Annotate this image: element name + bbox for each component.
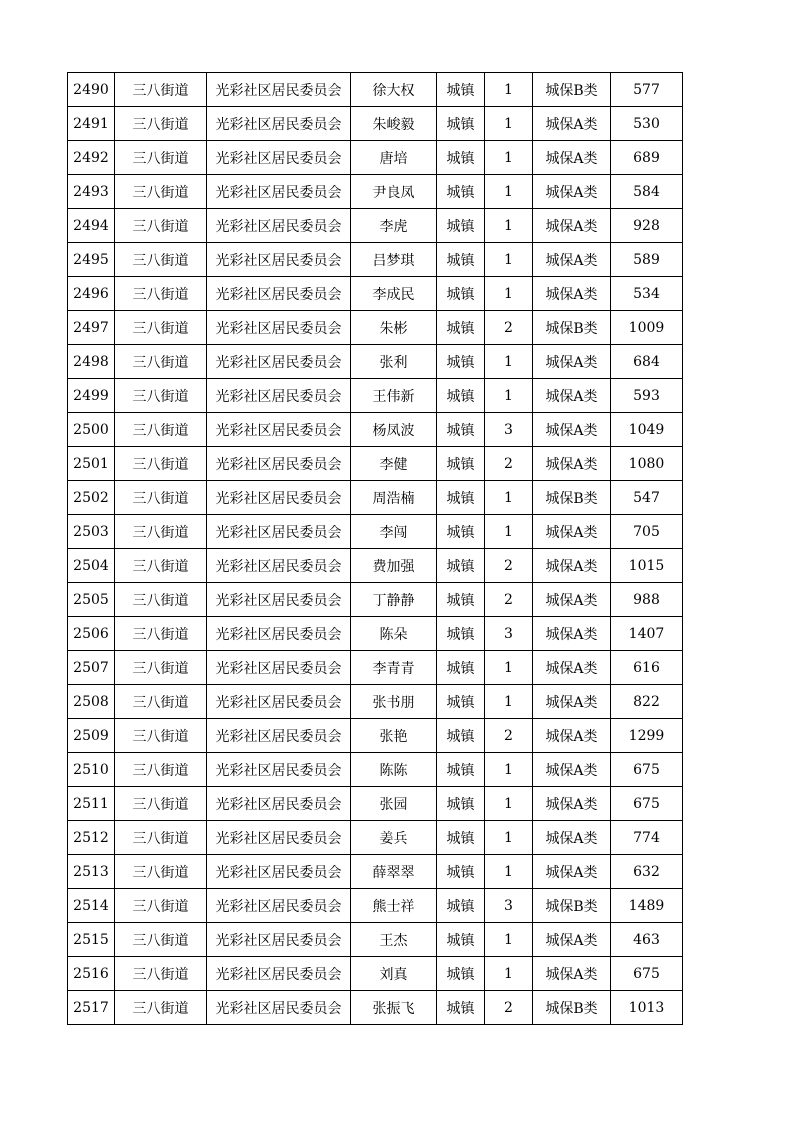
name-cell: 朱峻毅 xyxy=(351,107,437,141)
amount-cell: 589 xyxy=(611,243,683,277)
table-row xyxy=(68,821,683,855)
street-cell: 三八街道 xyxy=(115,481,207,515)
household-size-cell: 2 xyxy=(485,549,533,583)
street-cell: 三八街道 xyxy=(115,821,207,855)
community-cell: 光彩社区居民委员会 xyxy=(207,549,351,583)
table-row xyxy=(68,481,683,515)
amount-cell: 675 xyxy=(611,957,683,991)
category-cell: 城保B类 xyxy=(533,73,611,107)
street-cell: 三八街道 xyxy=(115,209,207,243)
row-number-cell: 2513 xyxy=(68,855,115,889)
row-number-cell: 2502 xyxy=(68,481,115,515)
amount-cell: 689 xyxy=(611,141,683,175)
row-number-cell: 2516 xyxy=(68,957,115,991)
row-number-cell: 2498 xyxy=(68,345,115,379)
area-type-cell: 城镇 xyxy=(437,277,485,311)
category-cell: 城保A类 xyxy=(533,753,611,787)
community-cell: 光彩社区居民委员会 xyxy=(207,107,351,141)
category-cell: 城保A类 xyxy=(533,957,611,991)
area-type-cell: 城镇 xyxy=(437,209,485,243)
table-row xyxy=(68,107,683,141)
area-type-cell: 城镇 xyxy=(437,753,485,787)
table-row xyxy=(68,379,683,413)
name-cell: 张书朋 xyxy=(351,685,437,719)
amount-cell: 705 xyxy=(611,515,683,549)
category-cell: 城保A类 xyxy=(533,379,611,413)
amount-cell: 822 xyxy=(611,685,683,719)
name-cell: 唐培 xyxy=(351,141,437,175)
name-cell: 吕梦琪 xyxy=(351,243,437,277)
area-type-cell: 城镇 xyxy=(437,957,485,991)
table-row xyxy=(68,345,683,379)
name-cell: 王伟新 xyxy=(351,379,437,413)
street-cell: 三八街道 xyxy=(115,685,207,719)
community-cell: 光彩社区居民委员会 xyxy=(207,243,351,277)
table-row xyxy=(68,957,683,991)
amount-cell: 547 xyxy=(611,481,683,515)
street-cell: 三八街道 xyxy=(115,957,207,991)
table-row xyxy=(68,991,683,1025)
street-cell: 三八街道 xyxy=(115,141,207,175)
amount-cell: 1080 xyxy=(611,447,683,481)
row-number-cell: 2512 xyxy=(68,821,115,855)
area-type-cell: 城镇 xyxy=(437,345,485,379)
table-row xyxy=(68,719,683,753)
street-cell: 三八街道 xyxy=(115,107,207,141)
street-cell: 三八街道 xyxy=(115,651,207,685)
area-type-cell: 城镇 xyxy=(437,549,485,583)
area-type-cell: 城镇 xyxy=(437,243,485,277)
household-size-cell: 1 xyxy=(485,209,533,243)
name-cell: 李闯 xyxy=(351,515,437,549)
street-cell: 三八街道 xyxy=(115,617,207,651)
table-row xyxy=(68,855,683,889)
row-number-cell: 2503 xyxy=(68,515,115,549)
street-cell: 三八街道 xyxy=(115,73,207,107)
community-cell: 光彩社区居民委员会 xyxy=(207,141,351,175)
row-number-cell: 2507 xyxy=(68,651,115,685)
household-size-cell: 1 xyxy=(485,175,533,209)
table-row xyxy=(68,243,683,277)
household-size-cell: 1 xyxy=(485,73,533,107)
category-cell: 城保B类 xyxy=(533,311,611,345)
household-size-cell: 1 xyxy=(485,753,533,787)
row-number-cell: 2511 xyxy=(68,787,115,821)
household-size-cell: 3 xyxy=(485,413,533,447)
row-number-cell: 2509 xyxy=(68,719,115,753)
household-size-cell: 1 xyxy=(485,651,533,685)
amount-cell: 577 xyxy=(611,73,683,107)
name-cell: 尹良凤 xyxy=(351,175,437,209)
amount-cell: 530 xyxy=(611,107,683,141)
community-cell: 光彩社区居民委员会 xyxy=(207,379,351,413)
community-cell: 光彩社区居民委员会 xyxy=(207,617,351,651)
community-cell: 光彩社区居民委员会 xyxy=(207,413,351,447)
street-cell: 三八街道 xyxy=(115,855,207,889)
community-cell: 光彩社区居民委员会 xyxy=(207,923,351,957)
community-cell: 光彩社区居民委员会 xyxy=(207,719,351,753)
household-size-cell: 1 xyxy=(485,923,533,957)
street-cell: 三八街道 xyxy=(115,243,207,277)
household-size-cell: 1 xyxy=(485,141,533,175)
community-cell: 光彩社区居民委员会 xyxy=(207,583,351,617)
area-type-cell: 城镇 xyxy=(437,889,485,923)
row-number-cell: 2504 xyxy=(68,549,115,583)
category-cell: 城保A类 xyxy=(533,515,611,549)
area-type-cell: 城镇 xyxy=(437,583,485,617)
amount-cell: 616 xyxy=(611,651,683,685)
area-type-cell: 城镇 xyxy=(437,617,485,651)
table-row xyxy=(68,209,683,243)
row-number-cell: 2493 xyxy=(68,175,115,209)
area-type-cell: 城镇 xyxy=(437,685,485,719)
name-cell: 杨凤波 xyxy=(351,413,437,447)
row-number-cell: 2496 xyxy=(68,277,115,311)
household-size-cell: 1 xyxy=(485,481,533,515)
amount-cell: 534 xyxy=(611,277,683,311)
table-row xyxy=(68,685,683,719)
category-cell: 城保A类 xyxy=(533,209,611,243)
category-cell: 城保A类 xyxy=(533,141,611,175)
community-cell: 光彩社区居民委员会 xyxy=(207,73,351,107)
amount-cell: 1049 xyxy=(611,413,683,447)
amount-cell: 593 xyxy=(611,379,683,413)
household-size-cell: 2 xyxy=(485,991,533,1025)
name-cell: 张振飞 xyxy=(351,991,437,1025)
amount-cell: 584 xyxy=(611,175,683,209)
name-cell: 陈陈 xyxy=(351,753,437,787)
category-cell: 城保A类 xyxy=(533,413,611,447)
name-cell: 李虎 xyxy=(351,209,437,243)
table-row xyxy=(68,73,683,107)
table-row xyxy=(68,889,683,923)
category-cell: 城保A类 xyxy=(533,447,611,481)
street-cell: 三八街道 xyxy=(115,311,207,345)
community-cell: 光彩社区居民委员会 xyxy=(207,447,351,481)
household-size-cell: 2 xyxy=(485,583,533,617)
table-row xyxy=(68,447,683,481)
name-cell: 李成民 xyxy=(351,277,437,311)
household-size-cell: 1 xyxy=(485,855,533,889)
category-cell: 城保A类 xyxy=(533,583,611,617)
table-row xyxy=(68,753,683,787)
street-cell: 三八街道 xyxy=(115,379,207,413)
category-cell: 城保A类 xyxy=(533,617,611,651)
category-cell: 城保A类 xyxy=(533,923,611,957)
street-cell: 三八街道 xyxy=(115,549,207,583)
amount-cell: 1407 xyxy=(611,617,683,651)
amount-cell: 1015 xyxy=(611,549,683,583)
table-row xyxy=(68,413,683,447)
household-size-cell: 1 xyxy=(485,107,533,141)
amount-cell: 675 xyxy=(611,787,683,821)
community-cell: 光彩社区居民委员会 xyxy=(207,753,351,787)
table-row xyxy=(68,515,683,549)
community-cell: 光彩社区居民委员会 xyxy=(207,651,351,685)
row-number-cell: 2499 xyxy=(68,379,115,413)
row-number-cell: 2497 xyxy=(68,311,115,345)
name-cell: 张艳 xyxy=(351,719,437,753)
row-number-cell: 2514 xyxy=(68,889,115,923)
street-cell: 三八街道 xyxy=(115,923,207,957)
category-cell: 城保A类 xyxy=(533,243,611,277)
amount-cell: 1489 xyxy=(611,889,683,923)
street-cell: 三八街道 xyxy=(115,345,207,379)
category-cell: 城保A类 xyxy=(533,855,611,889)
community-cell: 光彩社区居民委员会 xyxy=(207,991,351,1025)
street-cell: 三八街道 xyxy=(115,753,207,787)
household-size-cell: 3 xyxy=(485,889,533,923)
community-cell: 光彩社区居民委员会 xyxy=(207,787,351,821)
street-cell: 三八街道 xyxy=(115,515,207,549)
row-number-cell: 2492 xyxy=(68,141,115,175)
name-cell: 薛翠翠 xyxy=(351,855,437,889)
name-cell: 陈朵 xyxy=(351,617,437,651)
area-type-cell: 城镇 xyxy=(437,379,485,413)
community-cell: 光彩社区居民委员会 xyxy=(207,175,351,209)
row-number-cell: 2515 xyxy=(68,923,115,957)
amount-cell: 463 xyxy=(611,923,683,957)
household-size-cell: 1 xyxy=(485,515,533,549)
data-table xyxy=(67,72,683,1025)
table-row xyxy=(68,175,683,209)
area-type-cell: 城镇 xyxy=(437,413,485,447)
row-number-cell: 2506 xyxy=(68,617,115,651)
name-cell: 李健 xyxy=(351,447,437,481)
amount-cell: 1013 xyxy=(611,991,683,1025)
table-row xyxy=(68,141,683,175)
community-cell: 光彩社区居民委员会 xyxy=(207,481,351,515)
table-row xyxy=(68,787,683,821)
amount-cell: 1009 xyxy=(611,311,683,345)
row-number-cell: 2505 xyxy=(68,583,115,617)
name-cell: 费加强 xyxy=(351,549,437,583)
name-cell: 徐大权 xyxy=(351,73,437,107)
area-type-cell: 城镇 xyxy=(437,515,485,549)
category-cell: 城保A类 xyxy=(533,651,611,685)
household-size-cell: 2 xyxy=(485,447,533,481)
name-cell: 熊士祥 xyxy=(351,889,437,923)
community-cell: 光彩社区居民委员会 xyxy=(207,209,351,243)
row-number-cell: 2490 xyxy=(68,73,115,107)
category-cell: 城保A类 xyxy=(533,821,611,855)
area-type-cell: 城镇 xyxy=(437,311,485,345)
name-cell: 张园 xyxy=(351,787,437,821)
street-cell: 三八街道 xyxy=(115,413,207,447)
street-cell: 三八街道 xyxy=(115,447,207,481)
category-cell: 城保A类 xyxy=(533,107,611,141)
amount-cell: 988 xyxy=(611,583,683,617)
category-cell: 城保B类 xyxy=(533,991,611,1025)
household-size-cell: 1 xyxy=(485,787,533,821)
household-size-cell: 2 xyxy=(485,719,533,753)
community-cell: 光彩社区居民委员会 xyxy=(207,855,351,889)
household-size-cell: 1 xyxy=(485,379,533,413)
table-body xyxy=(68,73,683,1025)
amount-cell: 632 xyxy=(611,855,683,889)
row-number-cell: 2510 xyxy=(68,753,115,787)
community-cell: 光彩社区居民委员会 xyxy=(207,345,351,379)
community-cell: 光彩社区居民委员会 xyxy=(207,685,351,719)
table-row xyxy=(68,311,683,345)
row-number-cell: 2495 xyxy=(68,243,115,277)
name-cell: 朱彬 xyxy=(351,311,437,345)
household-size-cell: 3 xyxy=(485,617,533,651)
area-type-cell: 城镇 xyxy=(437,73,485,107)
amount-cell: 684 xyxy=(611,345,683,379)
street-cell: 三八街道 xyxy=(115,991,207,1025)
table-row xyxy=(68,617,683,651)
community-cell: 光彩社区居民委员会 xyxy=(207,515,351,549)
row-number-cell: 2508 xyxy=(68,685,115,719)
name-cell: 姜兵 xyxy=(351,821,437,855)
category-cell: 城保B类 xyxy=(533,481,611,515)
area-type-cell: 城镇 xyxy=(437,107,485,141)
row-number-cell: 2501 xyxy=(68,447,115,481)
category-cell: 城保A类 xyxy=(533,685,611,719)
name-cell: 李青青 xyxy=(351,651,437,685)
street-cell: 三八街道 xyxy=(115,719,207,753)
category-cell: 城保A类 xyxy=(533,277,611,311)
area-type-cell: 城镇 xyxy=(437,719,485,753)
community-cell: 光彩社区居民委员会 xyxy=(207,277,351,311)
category-cell: 城保A类 xyxy=(533,345,611,379)
street-cell: 三八街道 xyxy=(115,889,207,923)
amount-cell: 1299 xyxy=(611,719,683,753)
name-cell: 刘真 xyxy=(351,957,437,991)
table-row xyxy=(68,549,683,583)
table-row xyxy=(68,651,683,685)
row-number-cell: 2494 xyxy=(68,209,115,243)
row-number-cell: 2500 xyxy=(68,413,115,447)
household-size-cell: 1 xyxy=(485,821,533,855)
area-type-cell: 城镇 xyxy=(437,481,485,515)
name-cell: 丁静静 xyxy=(351,583,437,617)
community-cell: 光彩社区居民委员会 xyxy=(207,311,351,345)
household-size-cell: 2 xyxy=(485,311,533,345)
community-cell: 光彩社区居民委员会 xyxy=(207,957,351,991)
name-cell: 张利 xyxy=(351,345,437,379)
area-type-cell: 城镇 xyxy=(437,991,485,1025)
household-size-cell: 1 xyxy=(485,685,533,719)
household-size-cell: 1 xyxy=(485,345,533,379)
name-cell: 周浩楠 xyxy=(351,481,437,515)
amount-cell: 774 xyxy=(611,821,683,855)
area-type-cell: 城镇 xyxy=(437,141,485,175)
street-cell: 三八街道 xyxy=(115,277,207,311)
table-row xyxy=(68,923,683,957)
category-cell: 城保A类 xyxy=(533,719,611,753)
amount-cell: 675 xyxy=(611,753,683,787)
area-type-cell: 城镇 xyxy=(437,821,485,855)
area-type-cell: 城镇 xyxy=(437,447,485,481)
area-type-cell: 城镇 xyxy=(437,175,485,209)
table-row xyxy=(68,583,683,617)
area-type-cell: 城镇 xyxy=(437,787,485,821)
area-type-cell: 城镇 xyxy=(437,651,485,685)
community-cell: 光彩社区居民委员会 xyxy=(207,889,351,923)
street-cell: 三八街道 xyxy=(115,787,207,821)
area-type-cell: 城镇 xyxy=(437,923,485,957)
area-type-cell: 城镇 xyxy=(437,855,485,889)
category-cell: 城保B类 xyxy=(533,889,611,923)
category-cell: 城保A类 xyxy=(533,549,611,583)
household-size-cell: 1 xyxy=(485,243,533,277)
name-cell: 王杰 xyxy=(351,923,437,957)
category-cell: 城保A类 xyxy=(533,787,611,821)
category-cell: 城保A类 xyxy=(533,175,611,209)
row-number-cell: 2517 xyxy=(68,991,115,1025)
street-cell: 三八街道 xyxy=(115,583,207,617)
row-number-cell: 2491 xyxy=(68,107,115,141)
household-size-cell: 1 xyxy=(485,277,533,311)
street-cell: 三八街道 xyxy=(115,175,207,209)
household-size-cell: 1 xyxy=(485,957,533,991)
community-cell: 光彩社区居民委员会 xyxy=(207,821,351,855)
table-row xyxy=(68,277,683,311)
amount-cell: 928 xyxy=(611,209,683,243)
